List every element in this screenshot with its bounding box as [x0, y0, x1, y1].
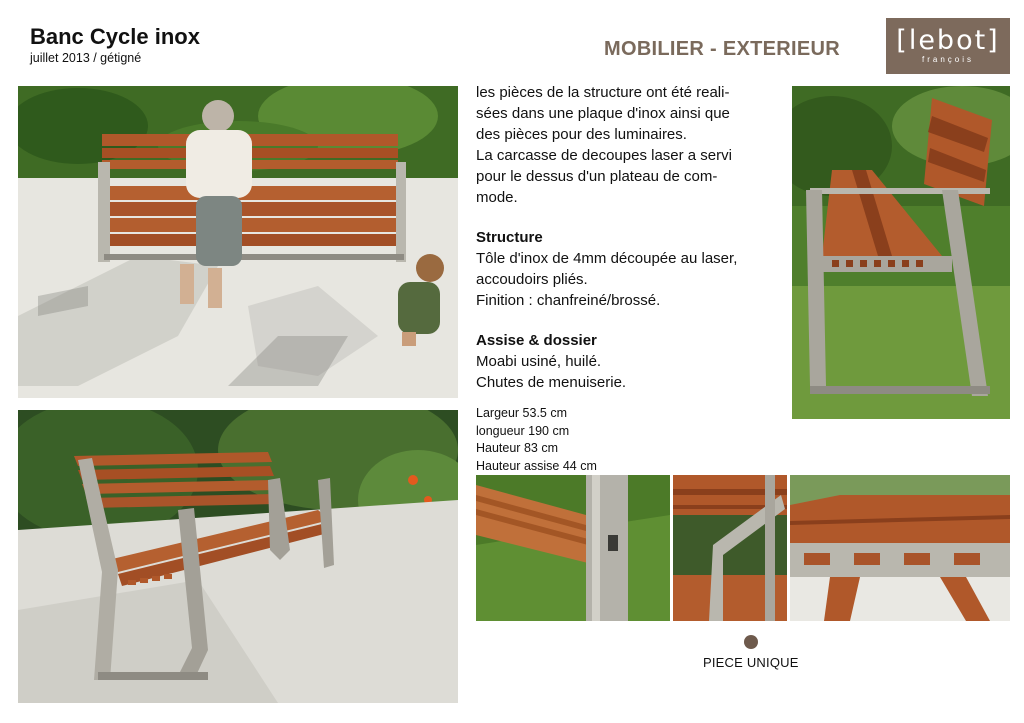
dimensions-list [476, 405, 597, 475]
page-subtitle: juillet 2013 / gétigné [30, 51, 142, 65]
intro-line: sées dans une plaque d'inox ainsi que [476, 105, 730, 122]
photo-bench-top-view [18, 86, 458, 398]
intro-line: La carcasse de decoupes laser a servi [476, 147, 732, 164]
bullet-dot [744, 635, 758, 649]
seat-heading: Assise & dossier [476, 332, 597, 349]
description [476, 82, 781, 393]
intro-line: mode. [476, 189, 518, 206]
intro-line: les pièces de la structure ont été reali- [476, 84, 730, 101]
brand-logo [886, 18, 1010, 74]
dimension-height: Hauteur 83 cm [476, 441, 558, 455]
seat-line: Moabi usiné, huilé. [476, 353, 602, 370]
structure-line: Finition : chanfreiné/brossé. [476, 292, 661, 309]
structure-heading: Structure [476, 229, 543, 246]
photo-bench-profile [792, 86, 1010, 419]
photo-bench-garden-view [18, 410, 458, 703]
photo-detail-leg [476, 475, 670, 621]
logo-mark: [lebot] [896, 25, 1000, 56]
logo-sub: françois [921, 55, 974, 64]
photo-detail-armrest [673, 475, 787, 621]
structure-line: Tôle d'inox de 4mm découpée au laser, [476, 250, 738, 267]
dimension-seat-height: Hauteur assise 44 cm [476, 458, 597, 473]
intro-line: des pièces pour des luminaires. [476, 126, 687, 143]
dimension-length: longueur 190 cm [476, 423, 570, 438]
structure-line: accoudoirs pliés. [476, 271, 588, 288]
seat-line: Chutes de menuiserie. [476, 374, 627, 391]
photo-detail-seat [790, 475, 1010, 621]
unique-piece-label: PIECE UNIQUE [703, 655, 799, 670]
category-label: MOBILIER - EXTERIEUR [604, 38, 841, 60]
intro-line: pour le dessus d'un plateau de com- [476, 168, 718, 185]
page-title: Banc Cycle inox [30, 24, 200, 49]
dimension-width: Largeur 53.5 cm [476, 406, 568, 420]
